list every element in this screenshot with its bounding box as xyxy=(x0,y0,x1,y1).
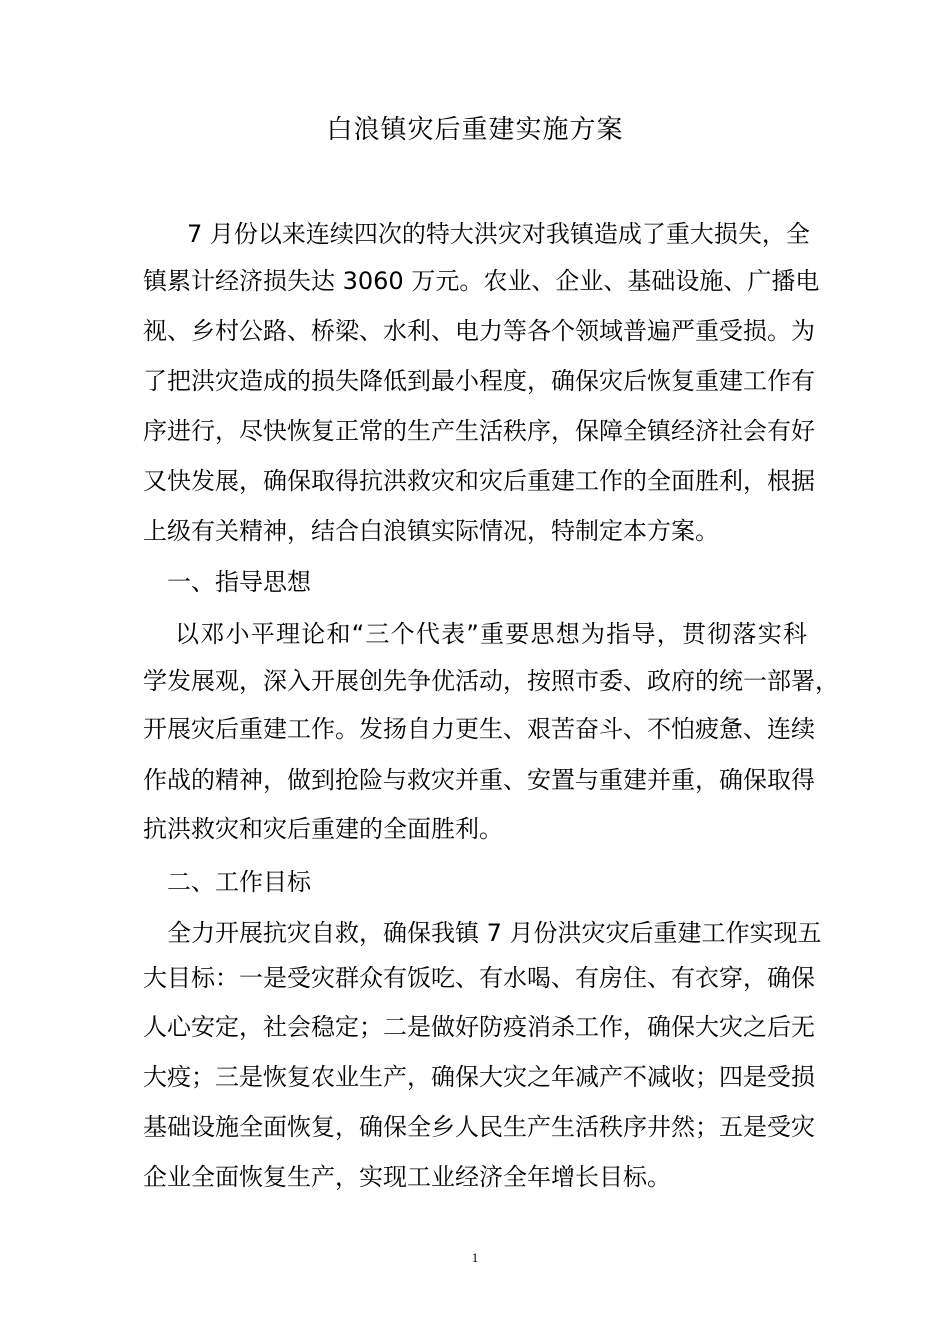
paragraph-line: 作战的精神，做到抢险与救灾并重、安置与重建并重，确保取得 xyxy=(143,766,815,794)
paragraph-line: 大疫；三是恢复农业生产，确保大灾之年减产不减收；四是受损 xyxy=(143,1063,815,1091)
paragraph-line: 人心安定，社会稳定；二是做好防疫消杀工作，确保大灾之后无 xyxy=(143,1013,815,1041)
paragraph-line: 又快发展，确保取得抗洪救灾和灾后重建工作的全面胜利，根据 xyxy=(143,467,815,495)
paragraph-line: 企业全面恢复生产，实现工业经济全年增长目标。 xyxy=(143,1163,671,1191)
paragraph-line: 上级有关精神，结合白浪镇实际情况，特制定本方案。 xyxy=(143,517,719,545)
paragraph-line: 大目标：一是受灾群众有饭吃、有水喝、有房住、有衣穿，确保 xyxy=(143,964,815,992)
document-title: 白浪镇灾后重建实施方案 xyxy=(326,115,624,145)
paragraph-line: 视、乡村公路、桥梁、水利、电力等各个领域普遍严重受损。为 xyxy=(143,317,815,345)
paragraph-line: 7 月份以来连续四次的特大洪灾对我镇造成了重大损失，全 xyxy=(187,220,810,248)
paragraph-line: 了把洪灾造成的损失降低到最小程度，确保灾后恢复重建工作有 xyxy=(143,367,815,395)
paragraph-line: 开展灾后重建工作。发扬自力更生、艰苦奋斗、不怕疲惫、连续 xyxy=(143,715,815,743)
paragraph-line: 镇累计经济损失达 3060 万元。农业、企业、基础设施、广播电 xyxy=(143,267,820,295)
paragraph-line: 序进行，尽快恢复正常的生产生活秩序，保障全镇经济社会有好 xyxy=(143,417,815,445)
section-heading: 二、工作目标 xyxy=(167,868,311,896)
page-number: 1 xyxy=(471,1250,479,1265)
paragraph-line: 以邓小平理论和“三个代表”重要思想为指导，贯彻落实科 xyxy=(175,620,807,648)
paragraph-line: 抗洪救灾和灾后重建的全面胜利。 xyxy=(143,815,503,843)
paragraph-line: 全力开展抗灾自救，确保我镇 7 月份洪灾灾后重建工作实现五 xyxy=(167,919,822,947)
paragraph-line: 学发展观，深入开展创先争优活动，按照市委、政府的统一部署， xyxy=(143,667,839,695)
section-heading: 一、指导思想 xyxy=(167,568,311,596)
paragraph-line: 基础设施全面恢复，确保全乡人民生产生活秩序井然；五是受灾 xyxy=(143,1113,815,1141)
